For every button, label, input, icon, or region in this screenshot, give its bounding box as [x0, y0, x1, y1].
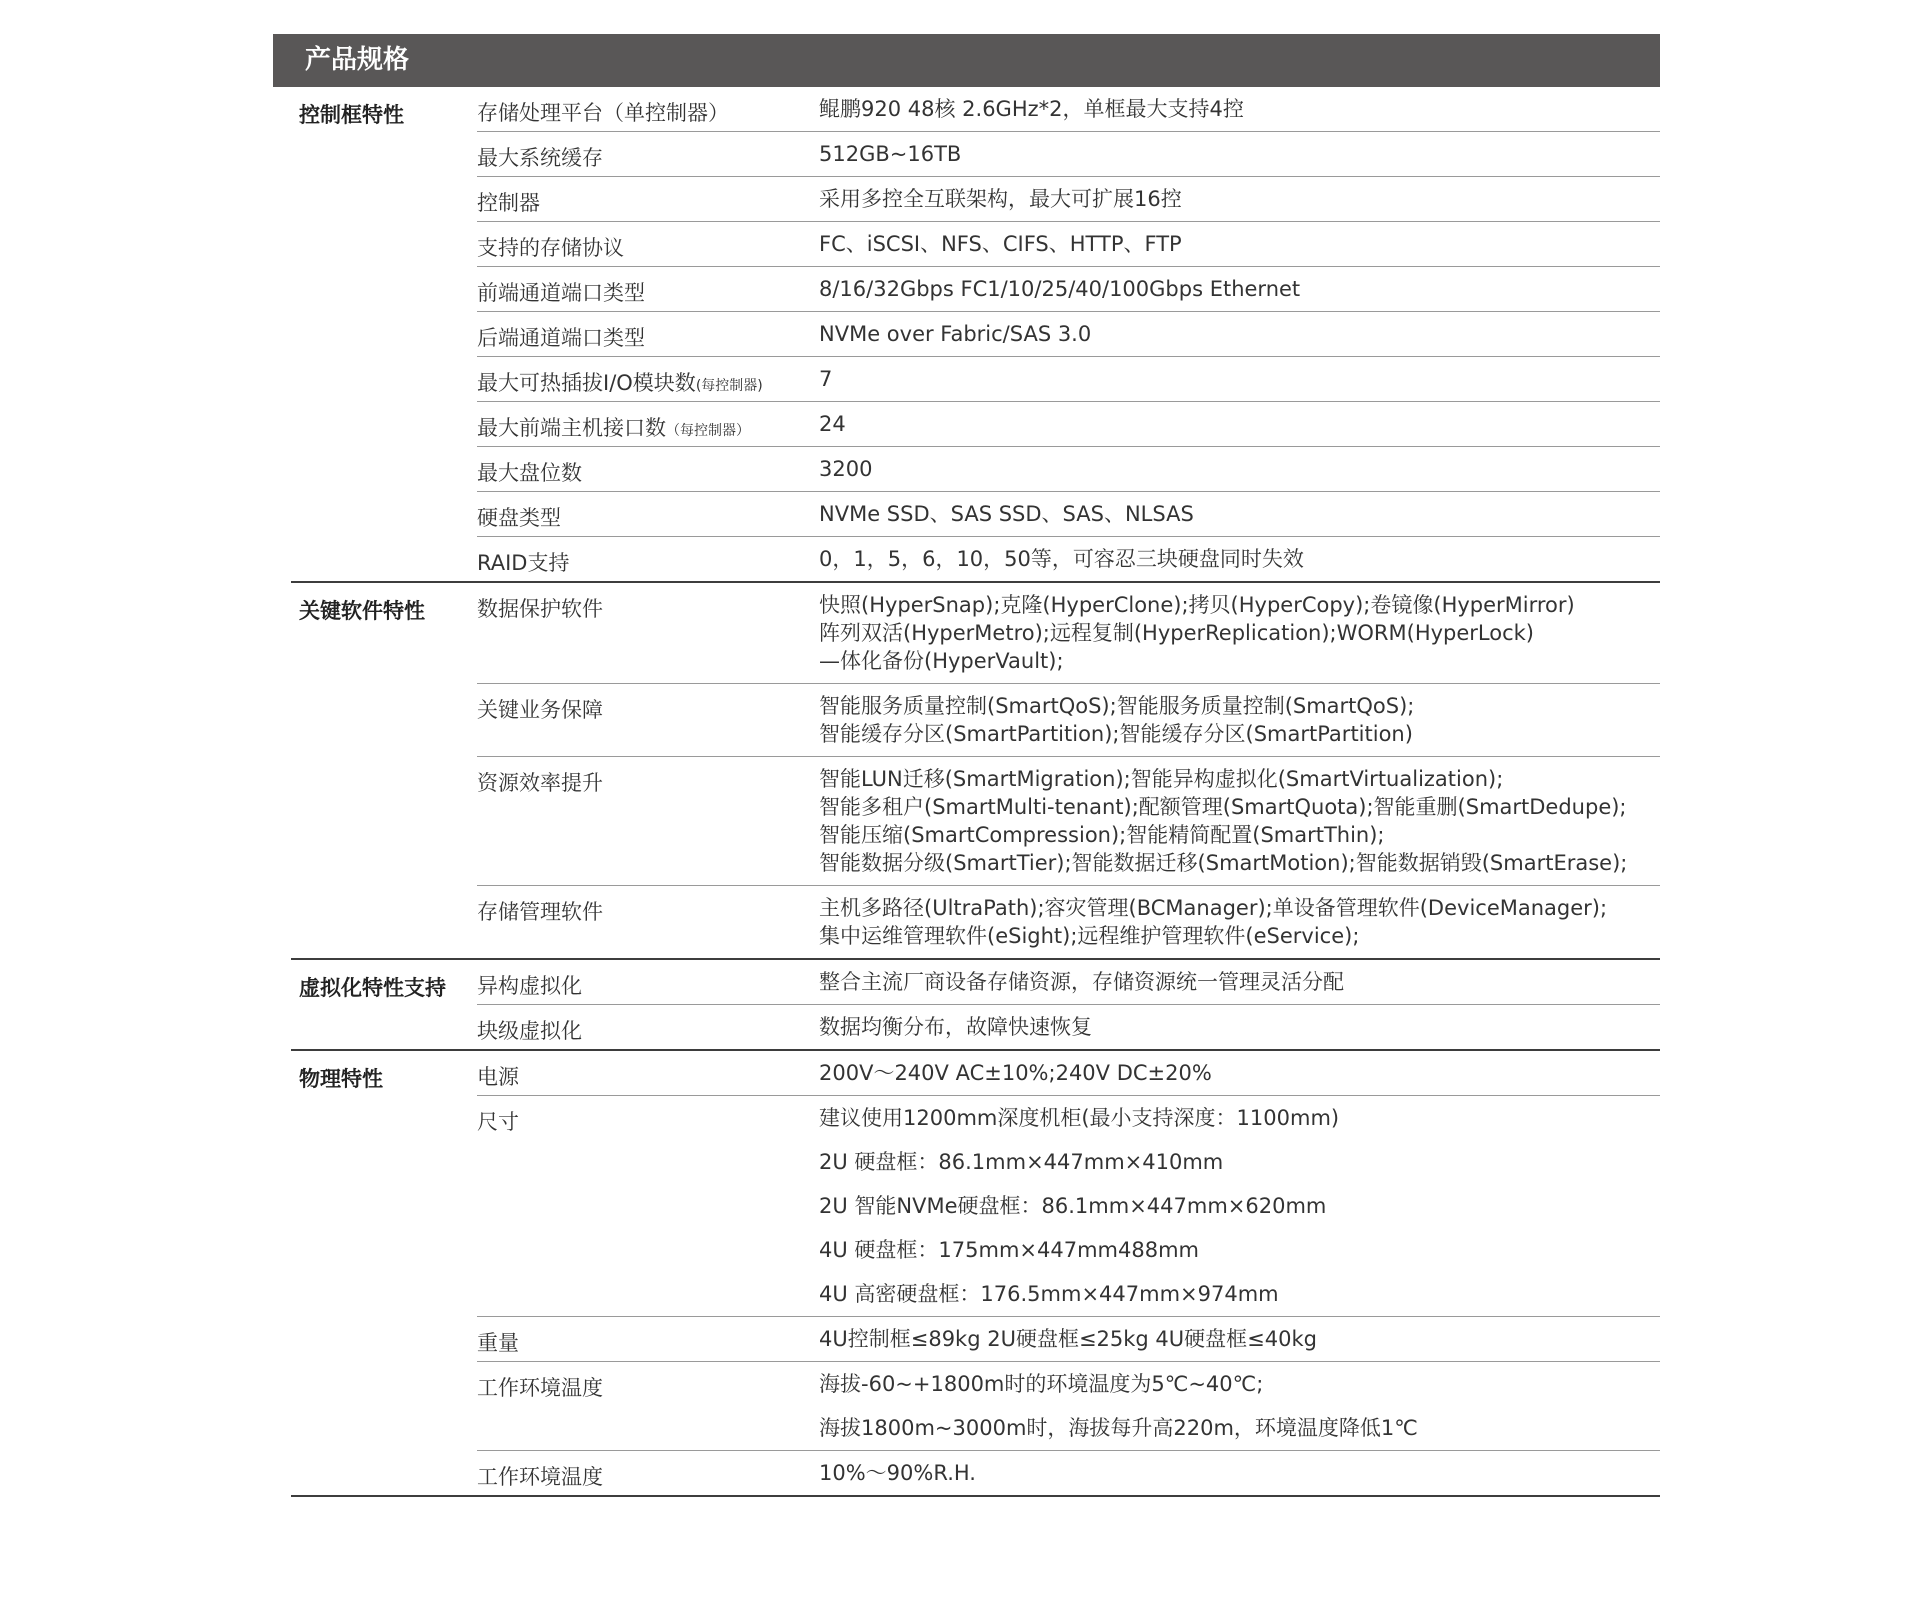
spec-label: 工作环境温度 [477, 1465, 603, 1489]
spec-values [819, 1362, 1660, 1450]
spec-value: 智能LUN迁移(SmartMigration);智能异构虚拟化(SmartVirtualization); [819, 767, 1504, 791]
spec-label: 存储管理软件 [477, 900, 603, 924]
spec-row [477, 757, 1660, 886]
spec-values [819, 312, 1660, 356]
spec-value: 采用多控全互联架构，最大可扩展16控 [819, 187, 1182, 211]
spec-label: 后端通道端口类型 [477, 326, 645, 350]
spec-values [819, 222, 1660, 266]
spec-values [819, 1005, 1660, 1049]
spec-values [819, 492, 1660, 536]
spec-row [477, 402, 1660, 447]
section-rows [477, 1051, 1660, 1495]
spec-value: NVMe over Fabric/SAS 3.0 [819, 322, 1092, 346]
spec-values [819, 960, 1660, 1004]
spec-value: 智能多租户(SmartMulti-tenant);配额管理(SmartQuota);智能重删(SmartDedupe); [819, 795, 1627, 819]
spec-value: 7 [819, 367, 833, 391]
spec-label: 最大盘位数 [477, 461, 582, 485]
spec-section [291, 583, 1660, 960]
spec-label: 异构虚拟化 [477, 974, 582, 998]
spec-values [819, 1051, 1660, 1095]
spec-value: 2U 硬盘框：86.1mm×447mm×410mm [819, 1150, 1224, 1174]
spec-row [477, 312, 1660, 357]
spec-value: 智能数据分级(SmartTier);智能数据迁移(SmartMotion);智能数据销毁(SmartErase); [819, 851, 1628, 875]
page-title: 产品规格 [273, 34, 1660, 87]
spec-label: 资源效率提升 [477, 771, 603, 795]
spec-label: 数据保护软件 [477, 597, 603, 621]
spec-value: NVMe SSD、SAS SSD、SAS、NLSAS [819, 502, 1194, 526]
spec-values [819, 132, 1660, 176]
spec-row [477, 132, 1660, 177]
spec-values [819, 1451, 1660, 1495]
spec-label-note: （每控制器） [666, 423, 750, 439]
spec-value: 10%～90%R.H. [819, 1461, 976, 1485]
spec-label: 最大前端主机接口数（每控制器） [477, 416, 750, 440]
spec-value: 0，1，5，6，10，50等，可容忍三块硬盘同时失效 [819, 547, 1304, 571]
spec-value: 8/16/32Gbps FC1/10/25/40/100Gbps Ethernet [819, 277, 1301, 301]
spec-value: 整合主流厂商设备存储资源，存储资源统一管理灵活分配 [819, 970, 1344, 994]
spec-label: 支持的存储协议 [477, 236, 624, 260]
spec-label: 电源 [477, 1065, 519, 1089]
spec-row [477, 583, 1660, 684]
spec-label: 关键业务保障 [477, 698, 603, 722]
spec-value: 快照(HyperSnap);克隆(HyperClone);拷贝(HyperCopy);卷镜像(HyperMirror) [819, 593, 1575, 617]
spec-value: 512GB~16TB [819, 142, 962, 166]
spec-label: 重量 [477, 1331, 519, 1355]
spec-value: 200V～240V AC±10%;240V DC±20% [819, 1061, 1212, 1085]
spec-value: 3200 [819, 457, 873, 481]
spec-table [273, 87, 1660, 1497]
spec-label: 硬盘类型 [477, 506, 561, 530]
spec-values [819, 357, 1660, 401]
spec-value: —体化备份(HyperVault); [819, 649, 1064, 673]
spec-row [477, 177, 1660, 222]
spec-row [477, 960, 1660, 1005]
spec-values [819, 447, 1660, 491]
spec-row [477, 492, 1660, 537]
spec-value: 智能服务质量控制(SmartQoS);智能服务质量控制(SmartQoS); [819, 694, 1415, 718]
spec-row [477, 447, 1660, 492]
spec-values [819, 886, 1660, 958]
spec-value: 4U控制框≤89kg 2U硬盘框≤25kg 4U硬盘框≤40kg [819, 1327, 1317, 1351]
spec-values [819, 177, 1660, 221]
spec-row [477, 222, 1660, 267]
spec-values [819, 267, 1660, 311]
spec-label: 存储处理平台（单控制器） [477, 101, 729, 125]
spec-row [477, 537, 1660, 581]
section-rows [477, 87, 1660, 581]
spec-row [477, 684, 1660, 757]
section-title: 控制框特性 [299, 103, 404, 127]
spec-value: 4U 硬盘框：175mm×447mm488mm [819, 1238, 1199, 1262]
spec-section [291, 87, 1660, 583]
spec-row [477, 1362, 1660, 1451]
spec-values [819, 1317, 1660, 1361]
spec-values [819, 537, 1660, 581]
spec-value: 主机多路径(UltraPath);容灾管理(BCManager);单设备管理软件(DeviceManager); [819, 896, 1608, 920]
spec-row [477, 1317, 1660, 1362]
spec-value: 智能压缩(SmartCompression);智能精简配置(SmartThin); [819, 823, 1385, 847]
section-title: 关键软件特性 [299, 599, 425, 623]
spec-value: 阵列双活(HyperMetro);远程复制(HyperReplication);WORM(HyperLock) [819, 621, 1535, 645]
spec-label: 块级虚拟化 [477, 1019, 582, 1043]
section-title: 虚拟化特性支持 [299, 976, 446, 1000]
spec-values [819, 684, 1660, 756]
spec-value: 建议使用1200mm深度机柜(最小支持深度：1100mm) [819, 1106, 1340, 1130]
spec-label: 前端通道端口类型 [477, 281, 645, 305]
spec-row [477, 1451, 1660, 1495]
spec-value: 4U 高密硬盘框：176.5mm×447mm×974mm [819, 1282, 1279, 1306]
spec-value: 集中运维管理软件(eSight);远程维护管理软件(eService); [819, 924, 1360, 948]
spec-label: 最大系统缓存 [477, 146, 603, 170]
spec-label-note: (每控制器) [695, 378, 763, 394]
section-rows [477, 960, 1660, 1049]
spec-value: 鲲鹏920 48核 2.6GHz*2，单框最大支持4控 [819, 97, 1244, 121]
section-title: 物理特性 [299, 1067, 383, 1091]
spec-row [477, 1096, 1660, 1317]
spec-values [819, 402, 1660, 446]
spec-section [291, 960, 1660, 1051]
spec-sheet [273, 34, 1660, 1497]
spec-value: 2U 智能NVMe硬盘框：86.1mm×447mm×620mm [819, 1194, 1327, 1218]
section-rows [477, 583, 1660, 958]
spec-values [819, 583, 1660, 683]
spec-label: 尺寸 [477, 1110, 519, 1134]
spec-value: 海拔-60~+1800m时的环境温度为5℃~40℃; [819, 1372, 1264, 1396]
spec-value: 海拔1800m~3000m时，海拔每升高220m，环境温度降低1℃ [819, 1416, 1418, 1440]
spec-row [477, 886, 1660, 958]
spec-label: RAID支持 [477, 551, 570, 575]
spec-row [477, 1051, 1660, 1096]
spec-values [819, 1096, 1660, 1316]
spec-value: FC、iSCSI、NFS、CIFS、HTTP、FTP [819, 232, 1182, 256]
spec-section [291, 1051, 1660, 1497]
spec-row [477, 87, 1660, 132]
spec-label: 工作环境温度 [477, 1376, 603, 1400]
spec-label: 控制器 [477, 191, 540, 215]
spec-values [819, 87, 1660, 131]
spec-row [477, 1005, 1660, 1049]
spec-value: 24 [819, 412, 846, 436]
spec-row [477, 267, 1660, 312]
spec-label: 最大可热插拔I/O模块数(每控制器) [477, 371, 763, 395]
spec-value: 数据均衡分布，故障快速恢复 [819, 1015, 1092, 1039]
spec-values [819, 757, 1660, 885]
spec-value: 智能缓存分区(SmartPartition);智能缓存分区(SmartPartition) [819, 722, 1413, 746]
spec-row [477, 357, 1660, 402]
